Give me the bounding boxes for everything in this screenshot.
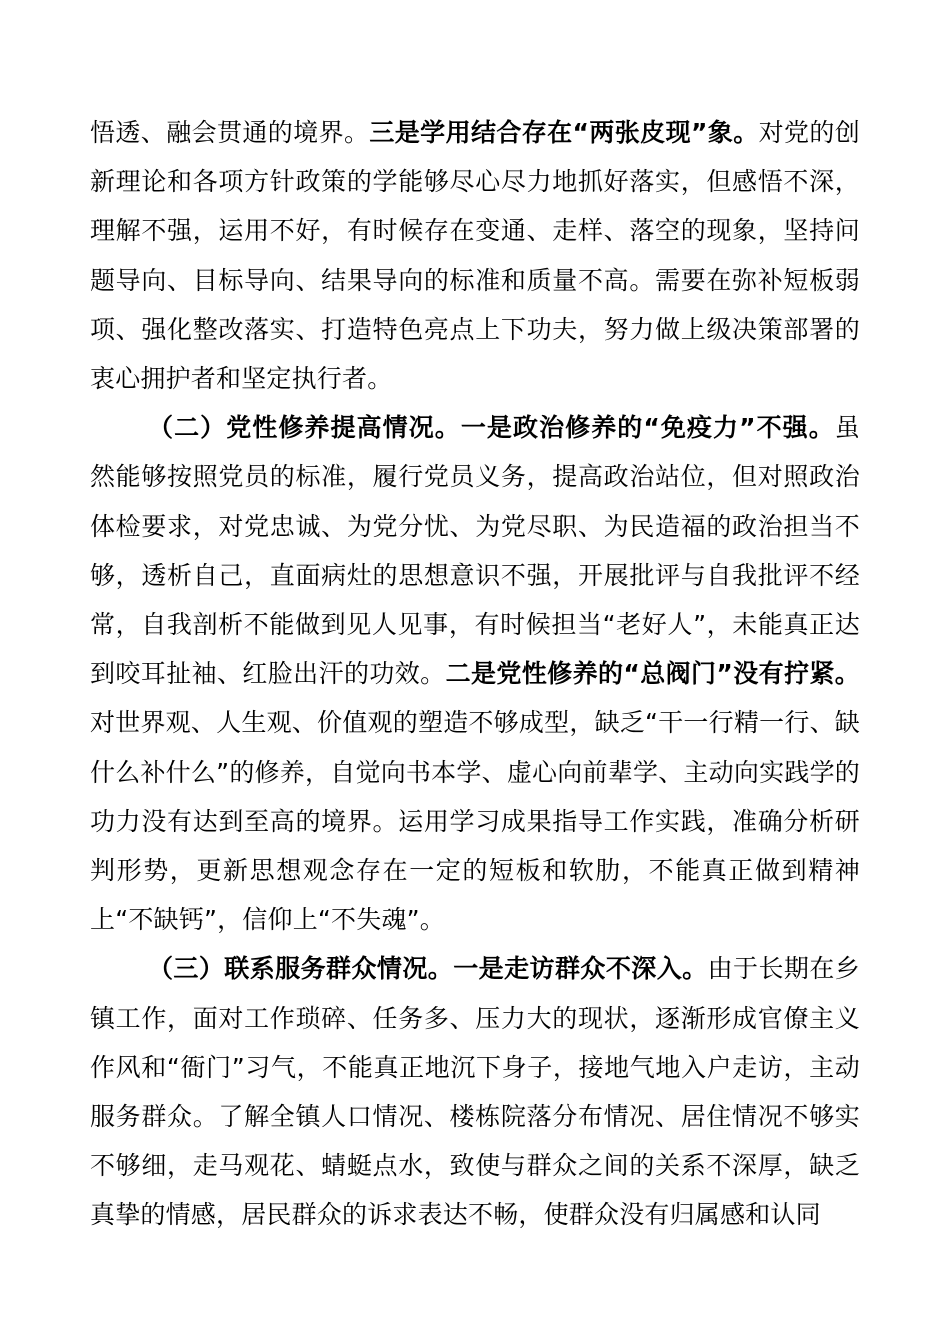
- paragraph-1-text: 悟透、融会贯通的境界。: [90, 118, 370, 147]
- paragraph-1-text-cont: 对党的创新理论和各项方针政策的学能够尽心尽力地抓好落实，但感悟不深，理解不强，运用不好，有时候存在变通、走样、落空的现象，坚持问题导向、目标导向、结果导向的标准和质量不高。需要在弥补短板弱项、强化整改落实、打造特色亮点上下功夫，努力做上级决策部署的衷心拥护者和坚定执行者。: [90, 118, 860, 394]
- document-body: [90, 108, 860, 1240]
- section-heading-serving-masses: （三）联系服务群众情况。一是走访群众不深入。: [148, 954, 708, 984]
- paragraph-3-text: 由于长期在乡镇工作，面对工作琐碎、任务多、压力大的现状，逐渐形成官僚主义作风和“衙门”习气，不能真正地沉下身子，接地气地入户走访，主动服务群众。了解全镇人口情况、楼栋院落分布情况、居住情况不够实不够细，走马观花、蜻蜓点水，致使与群众之间的关系不深厚，缺乏真挚的情感，居民群众的诉求表达不畅，使群众没有归属感和认同: [90, 954, 860, 1230]
- section-heading-party-spirit: （二）党性修养提高情况。一是政治修养的“免疫力”不强。: [148, 413, 835, 443]
- paragraph-2-bold-point: 二是党性修养的“总阀门”没有拧紧。: [445, 659, 860, 689]
- paragraph-2-text-cont: 对世界观、人生观、价值观的塑造不够成型，缺乏“干一行精一行、缺什么补什么”的修养，自觉向书本学、虚心向前辈学、主动向实践学的功力没有达到至高的境界。运用学习成果指导工作实践，准确分析研判形势，更新思想观念存在一定的短板和软肋，不能真正做到精神上“不缺钙”，信仰上“不失魂”。: [90, 708, 860, 935]
- paragraph-1-bold-heading: 三是学用结合存在“两张皮现”象。: [369, 118, 759, 147]
- paragraph-2-text: 虽然能够按照党员的标准，履行党员义务，提高政治站位，但对照政治体检要求，对党忠诚、为党分忧、为党尽职、为民造福的政治担当不够，透析自己，直面病灶的思想意识不强，开展批评与自我批评不经常，自我剖析不能做到见人见事，有时候担当“老好人”，未能真正达到咬耳扯袖、红脸出汗的功效。: [90, 413, 860, 689]
- paragraph-1: [90, 108, 860, 403]
- paragraph-3: [90, 944, 860, 1239]
- paragraph-2: [90, 403, 860, 944]
